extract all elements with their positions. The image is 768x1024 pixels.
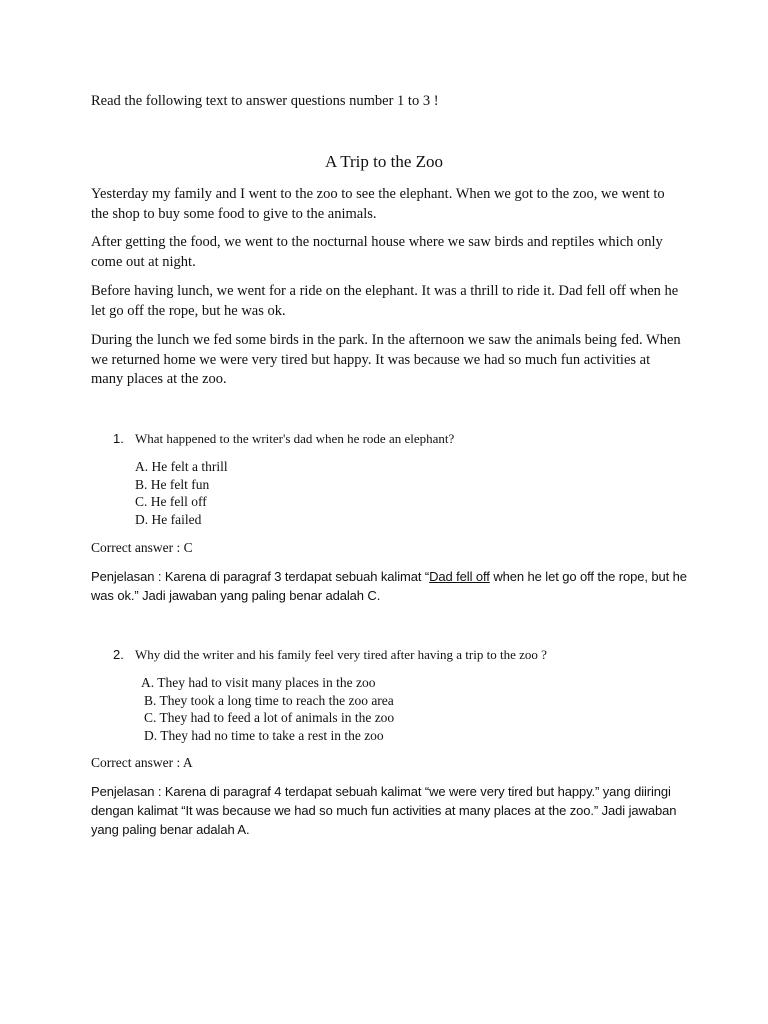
option-c: C. They had to feed a lot of animals in the zoo (144, 710, 395, 726)
explanation-text: Penjelasan : Karena di paragraf 3 terdapat sebuah kalimat “ (91, 569, 430, 584)
question-2-answer: Correct answer : A (91, 755, 193, 770)
question-1-answer: Correct answer : C (91, 540, 193, 555)
option-b: B. They took a long time to reach the zoo area (144, 692, 394, 708)
explanation-text-continued: when he let go off the rope, but he was ok.” Jadi jawaban yang paling benar adalah C. (91, 569, 687, 603)
option-d: D. They had no time to take a rest in the zoo (144, 727, 384, 743)
question-1-explanation (91, 567, 691, 605)
question-2 (113, 646, 547, 663)
story-paragraph-2: After getting the food, we went to the nocturnal house where we saw birds and reptiles which only come out at night. (91, 234, 663, 270)
option-b: B. He felt fun (135, 476, 210, 492)
option-a: A. They had to visit many places in the zoo (141, 675, 376, 690)
option-a: A. He felt a thrill (135, 459, 228, 474)
question-1-options (135, 458, 228, 528)
option-c: C. He fell off (135, 494, 207, 510)
question-number: 1. (113, 431, 124, 446)
question-text: Why did the writer and his family feel very tired after having a trip to the zoo ? (135, 647, 547, 662)
question-2-options (141, 674, 394, 744)
explanation-underlined-quote: Dad fell off (429, 569, 490, 584)
question-1 (113, 430, 454, 447)
question-text: What happened to the writer's dad when he rode an elephant? (135, 431, 455, 446)
story-paragraph-3: Before having lunch, we went for a ride on the elephant. It was a thrill to ride it. Dad fell off when he let go off the rope, but he was ok. (91, 283, 679, 319)
question-2-explanation: Penjelasan : Karena di paragraf 4 terdapat sebuah kalimat “we were very tired but happy.” yang diiringi dengan kalimat “It was because we had so much fun activities at many places at the zoo.” Jadi jawaban yang paling benar adalah A. (91, 784, 677, 837)
story-title: A Trip to the Zoo (324, 152, 444, 171)
instruction-text: Read the following text to answer questions number 1 to 3 ! (91, 93, 439, 109)
option-d: D. He failed (135, 511, 202, 527)
story-paragraph-4: During the lunch we fed some birds in the park. In the afternoon we saw the animals being fed. When we returned home we were very tired but happy. It was because we had so much fun activities at many places at the zoo. (91, 332, 681, 387)
question-number: 2. (113, 647, 124, 662)
story-paragraph-1: Yesterday my family and I went to the zoo to see the elephant. When we got to the zoo, we went to the shop to buy some food to give to the animals. (91, 186, 665, 222)
